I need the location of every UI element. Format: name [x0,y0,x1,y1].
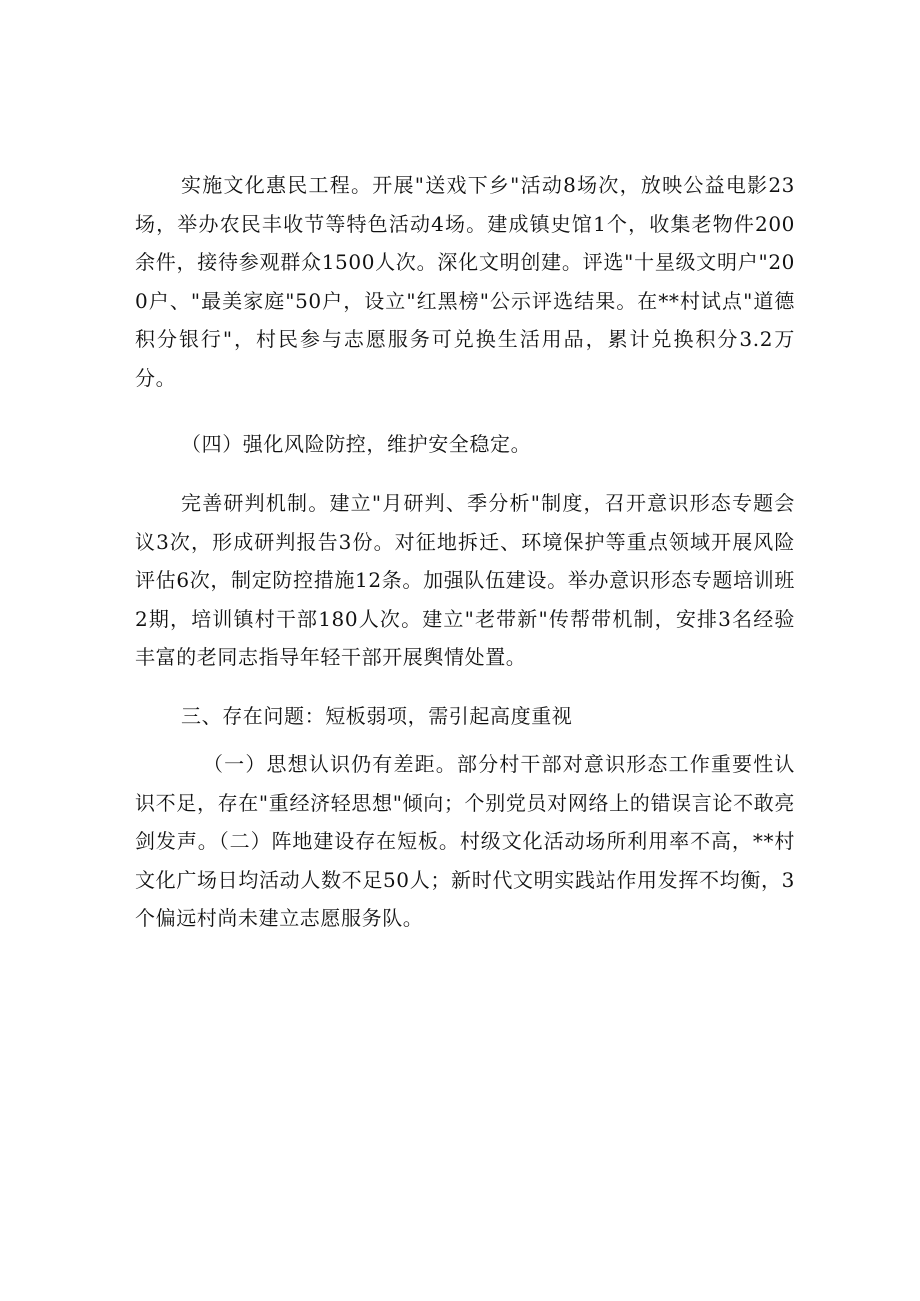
paragraph-research-mechanism: 完善研判机制。建立"月研判、季分析"制度，召开意识形态专题会议3次，形成研判报告3份。对征地拆迁、环境保护等重点领域开展风险评估6次，制定防控措施12条。加强队伍建设。举办意识形态专题培训班2期，培训镇村干部180人次。建立"老带新"传帮带机制，安排3名经验丰富的老同志指导年轻干部开展舆情处置。 [135,491,795,670]
paragraph-culture-projects: 实施文化惠民工程。开展"送戏下乡"活动8场次，放映公益电影23场，举办农民丰收节等特色活动4场。建成镇史馆1个，收集老物件200余件，接待参观群众1500人次。深化文明创建。评选"十星级文明户"200户、"最美家庭"50户，设立"红黑榜"公示评选结果。在**村试点"道德积分银行"，村民参与志愿服务可兑换生活用品，累计兑换积分3.2万分。 [135,173,795,390]
paragraph-problems-detail: （一）思想认识仍有差距。部分村干部对意识形态工作重要性认识不足，存在"重经济轻思想"倾向；个别党员对网络上的错误言论不敢亮剑发声。（二）阵地建设存在短板。村级文化活动场所利用率不高，**村文化广场日均活动人数不足50人；新时代文明实践站作用发挥不均衡，3个偏远村尚未建立志愿服务队。 [135,752,795,931]
section-heading-existing-problems: 三、存在问题：短板弱项，需引起高度重视 [181,704,573,728]
section-heading-risk-control: （四）强化风险防控，维护安全稳定。 [181,432,532,456]
